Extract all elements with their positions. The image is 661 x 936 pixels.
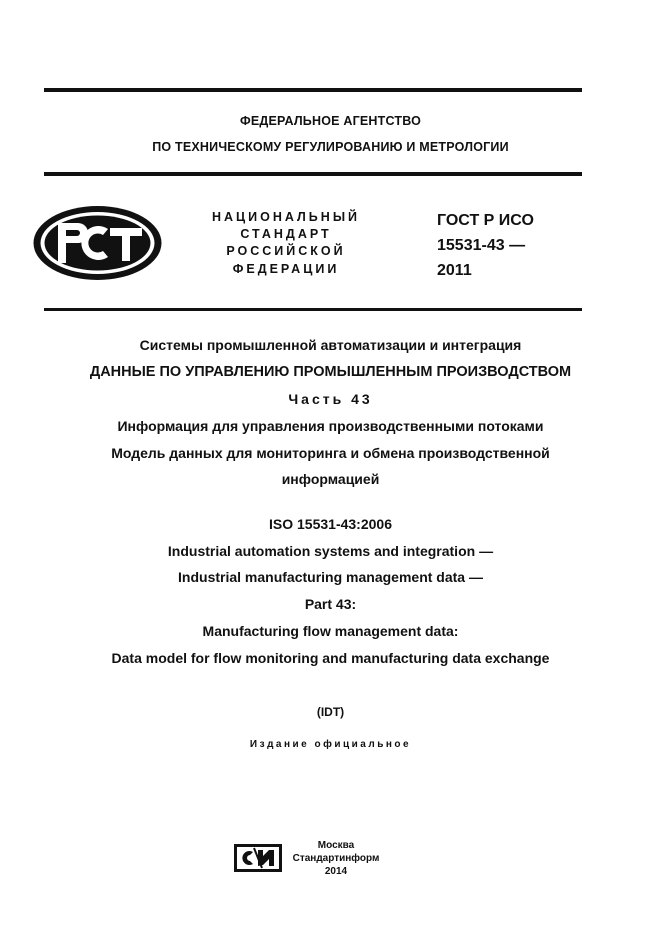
publisher-name: Стандартинформ [292,853,380,864]
rst-certification-logo-icon [30,203,165,283]
top-rule [44,88,582,92]
title-en-part: Part 43: [304,596,357,612]
national-standard-line-2: СТАНДАРТ [240,227,332,241]
iso-designation: ISO 15531-43:2006 [269,516,392,532]
official-edition-label: Издание официальное [249,739,412,750]
gost-designation-line-2: 15531-43 — [437,237,526,254]
title-en-line-6: Data model for flow monitoring and manufacturing data exchange [111,650,550,666]
idt-marker: (IDT) [316,705,345,719]
publication-year: 2014 [324,866,348,877]
title-en-line-5: Manufacturing flow management data: [202,623,459,639]
agency-title-line-1: ФЕДЕРАЛЬНОЕ АГЕНТСТВО [239,114,422,128]
title-ru-part: Часть 43 [288,391,373,407]
title-ru-line-5: Модель данных для мониторинга и обмена производственной [111,445,550,461]
title-ru-line-6: информацией [281,471,380,487]
title-ru-line-2: ДАННЫЕ ПО УПРАВЛЕНИЮ ПРОМЫШЛЕННЫМ ПРОИЗВОДСТВОМ [89,364,572,380]
title-ru-line-1: Системы промышленной автоматизации и интеграция [139,337,522,353]
lower-rule [44,308,582,311]
national-standard-line-3: РОССИЙСКОЙ [226,244,346,258]
title-en-line-3: Industrial manufacturing management data — [178,569,483,585]
title-en-line-2: Industrial automation systems and integration — [167,543,494,559]
standartinform-logo-icon [234,844,282,872]
agency-title-line-2: ПО ТЕХНИЧЕСКОМУ РЕГУЛИРОВАНИЮ И МЕТРОЛОГИИ [152,140,509,154]
middle-rule [44,172,582,176]
gost-designation-line-3: 2011 [437,262,472,279]
national-standard-line-1: НАЦИОНАЛЬНЫЙ [211,210,361,224]
gost-designation-line-1: ГОСТ Р ИСО [437,212,534,229]
title-ru-line-4: Информация для управления производственными потоками [117,418,544,434]
publisher-city: Москва [317,840,355,851]
national-standard-line-4: ФЕДЕРАЦИИ [232,262,340,276]
